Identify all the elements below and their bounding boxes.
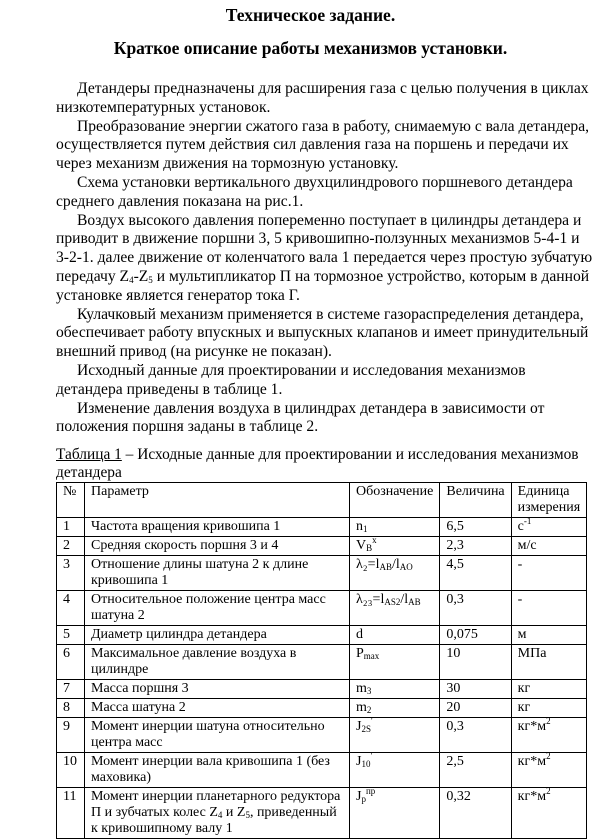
cell-symbol: d	[350, 626, 440, 645]
header-unit: Единица измерения	[511, 483, 587, 518]
header-number: №	[57, 483, 85, 518]
cell-number: 4	[57, 591, 85, 626]
table-caption-text: – Исходные данные для проектировании и исследования механизмов детандера	[56, 446, 579, 481]
cell-number: 5	[57, 626, 85, 645]
cell-number: 10	[57, 753, 85, 788]
cell-unit: $кг*м^2$	[511, 788, 587, 839]
paragraph-text: и мультипликатор П на тормозное устройство, которым в данной установке является генератор тока Г.	[56, 267, 590, 304]
paragraph	[56, 212, 596, 306]
cell-value: 20	[440, 699, 511, 718]
cell-unit: $с^{-1}$	[511, 518, 587, 537]
table-row	[57, 518, 587, 537]
cell-parameter: Максимальное давление воздуха в цилиндре	[85, 645, 350, 680]
table-row	[57, 537, 587, 556]
cell-value: 0,075	[440, 626, 511, 645]
cell-parameter: Отношение длины шатуна 2 к длине кривошипа 1	[85, 556, 350, 591]
cell-number: 2	[57, 537, 85, 556]
cell-symbol: $\lambda_{23}=l_{AS2}/l_{AB}$	[350, 591, 440, 626]
table-caption	[56, 446, 596, 482]
paragraph: Кулачковый механизм применяется в системе газораспределения детандера, обеспечивает работу впускных и выпускных клапанов и имеет принудительный внешний привод (на рисунке не показан).	[56, 305, 589, 361]
cell-number: 8	[57, 699, 85, 718]
table-row	[57, 645, 587, 680]
cell-symbol: $J_{10}'$	[350, 753, 440, 788]
cell-unit: $кг*м^2$	[511, 718, 587, 753]
table-row	[57, 626, 587, 645]
table-row	[57, 556, 587, 591]
cell-parameter: Масса поршня 3	[85, 680, 350, 699]
cell-unit: м	[511, 626, 587, 645]
cell-symbol: $n_1$	[350, 518, 440, 537]
cell-parameter: Диаметр цилиндра детандера	[85, 626, 350, 645]
table-row	[57, 699, 587, 718]
cell-symbol: $J_p^{пр}$	[350, 788, 440, 839]
cell-number: 6	[57, 645, 85, 680]
cell-number: 7	[57, 680, 85, 699]
cell-value: 0,32	[440, 788, 511, 839]
cell-value: 0,3	[440, 718, 511, 753]
cell-unit: кг	[511, 699, 587, 718]
cell-number: 1	[57, 518, 85, 537]
cell-unit: -	[511, 556, 587, 591]
document-subtitle: Краткое описание работы механизмов установки.	[113, 38, 508, 58]
header-value: Величина	[440, 483, 511, 518]
cell-symbol: $\lambda_2=l_{AB}/l_{AO}$	[350, 556, 440, 591]
paragraph: Преобразование энергии сжатого газа в работу, снимаемую с вала детандера, осуществляется путем действия сил давления газа на поршень и передачи их через механизм движения на тормозную установку.	[56, 117, 590, 173]
cell-symbol: $J_{2S}'$	[350, 718, 440, 753]
header-symbol: Обозначение	[350, 483, 440, 518]
cell-value: 6,5	[440, 518, 511, 537]
cell-number: 9	[57, 718, 85, 753]
header-parameter: Параметр	[85, 483, 350, 518]
cell-value: 0,3	[440, 591, 511, 626]
cell-parameter: Момент инерции планетарного редуктора П и зубчатых колес $Z_4$ и $Z_5$, приведенный к кривошипному валу 1	[85, 788, 350, 839]
cell-parameter: Масса шатуна 2	[85, 699, 350, 718]
cell-value: 10	[440, 645, 511, 680]
cell-parameter: Частота вращения кривошипа 1	[85, 518, 350, 537]
table-row	[57, 718, 587, 753]
cell-unit: -	[511, 591, 587, 626]
cell-unit: м/с	[511, 537, 587, 556]
parameters-table	[56, 482, 587, 839]
table-row	[57, 788, 587, 839]
cell-number: 11	[57, 788, 85, 839]
paragraph-text: -Z	[133, 267, 149, 285]
cell-value: 2,5	[440, 753, 511, 788]
cell-value: 30	[440, 680, 511, 699]
cell-value: 2,3	[440, 537, 511, 556]
paragraph: Схема установки вертикального двухцилиндрового поршневого детандера среднего давления показана на рис.1.	[56, 173, 573, 210]
description-text	[56, 80, 596, 437]
table-row	[57, 753, 587, 788]
cell-parameter: Относительное положение центра масс шатуна 2	[85, 591, 350, 626]
cell-unit: $кг*м^2$	[511, 753, 587, 788]
document-title: Техническое задание.	[225, 5, 396, 25]
table-header-row	[57, 483, 587, 518]
cell-symbol: $m_2$	[350, 699, 440, 718]
paragraph: Изменение давления воздуха в цилиндрах детандера в зависимости от положения поршня заданы в таблице 2.	[56, 399, 545, 436]
cell-parameter: Момент инерции вала кривошипа 1 (без маховика)	[85, 753, 350, 788]
paragraph: Детандеры предназначены для расширения газа с целью получения в циклах низкотемпературных установок.	[56, 80, 589, 116]
cell-unit: МПа	[511, 645, 587, 680]
table-row	[57, 680, 587, 699]
subscript: 5	[148, 274, 153, 285]
paragraph-text: Воздух высокого давления попеременно поступает в цилиндры детандера и приводит в движение поршни 3, 5 кривошипно-ползунных механизмов 5-4-1 и 3-2-1. далее движение от коленчатого вала 1 передается через простую зубчатую передачу Z	[56, 211, 593, 285]
cell-symbol: $V_B^x$	[350, 537, 440, 556]
table-row	[57, 591, 587, 626]
subscript: 4	[129, 274, 134, 285]
paragraph: Исходный данные для проектировании и исследования механизмов детандера приведены в таблице 1.	[56, 361, 526, 398]
cell-number: 3	[57, 556, 85, 591]
cell-unit: кг	[511, 680, 587, 699]
cell-symbol: $m_3$	[350, 680, 440, 699]
cell-symbol: $P_{max}$	[350, 645, 440, 680]
cell-value: 4,5	[440, 556, 511, 591]
table-caption-label: Таблица 1	[56, 446, 122, 463]
cell-parameter: Средняя скорость поршня 3 и 4	[85, 537, 350, 556]
cell-parameter: Момент инерции шатуна относительно центра масс	[85, 718, 350, 753]
